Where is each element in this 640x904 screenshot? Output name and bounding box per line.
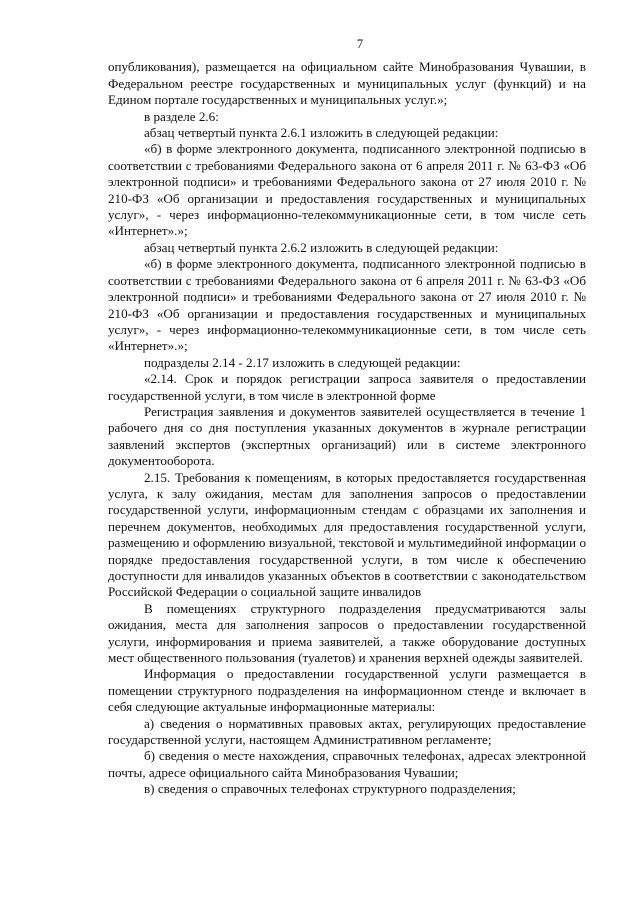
list-item-a: а) сведения о нормативных правовых актах, регулирующих предоставление государственной услуги, настоящем Административном регламенте; — [108, 715, 586, 748]
paragraph-premises: В помещениях структурного подразделения предусматриваются залы ожидания, места для заполнения запросов о предоставлении государственной услуги, информирования и приема заявителей, а также оборудование доступных мест общественного пользования (туалетов) и хранения верхней одежды заявителей. — [108, 600, 586, 666]
paragraph-2-15-title: 2.15. Требования к помещениям, в которых предоставляется государственная услуга, к залу ожидания, местам для заполнения запросов о предоставлении государственной услуги, информационным стендам с образцами их заполнения и перечнем документов, необходимых для предоставления государственной услуги, размещению и оформлению визуальной, текстовой и мультимедийной информации о порядке предоставления государственной услуги, в том числе к обеспечению доступности для инвалидов указанных объектов в соответствии с законодательством Российской Федерации о социальной защите инвалидов — [108, 469, 586, 600]
paragraph-info-stand: Информация о предоставлении государственной услуги размещается в помещении структурного подразделения на информационном стенде и включает в себя следующие актуальные информационные материалы: — [108, 666, 586, 715]
page-number: 7 — [356, 37, 364, 51]
paragraph-item-2-6-2-text: «б) в форме электронного документа, подписанного электронной подписью в соответствии с требованиями Федерального закона от 6 апреля 2011 г. № 63-ФЗ «Об электронной подписи» и требованиями Федерального закона от 27 июля 2010 г. № 210-ФЗ «Об организации и предоставления государственных и муниципальных услуг», - через информационно-телекоммуникационные сети, в том числе сеть «Интернет».»; — [108, 256, 586, 354]
paragraph-section-2-6: в разделе 2.6: — [144, 108, 219, 124]
list-item-v: в) сведения о справочных телефонах структурного подразделения; — [144, 781, 516, 797]
paragraph-item-2-6-1-text: «б) в форме электронного документа, подписанного электронной подписью в соответствии с требованиями Федерального закона от 6 апреля 2011 г. № 63-ФЗ «Об электронной подписи» и требованиями Федерального закона от 27 июля 2010 г. № 210-ФЗ «Об организации и предоставления государственных и муниципальных услуг», - через информационно-телекоммуникационные сети, в том числе сеть «Интернет».»; — [108, 141, 586, 239]
paragraph-2-14-title: «2.14. Срок и порядок регистрации запроса заявителя о предоставлении государственной услуги, в том числе в электронной форме — [108, 371, 586, 403]
paragraph-item-2-6-2-heading: абзац четвертый пункта 2.6.2 изложить в следующей редакции: — [144, 239, 499, 255]
paragraph-item-2-6-1-heading: абзац четвертый пункта 2.6.1 изложить в следующей редакции: — [144, 125, 499, 141]
paragraph-registration: Регистрация заявления и документов заявителей осуществляется в течение 1 рабочего дня со дня поступления указанных документов в журнале регистрации заявлений экспертов (экспертных организаций) или в системе электронного документооборота. — [108, 403, 586, 469]
paragraph-subsections-heading: подразделы 2.14 - 2.17 изложить в следующей редакции: — [144, 354, 461, 370]
list-item-b: б) сведения о месте нахождения, справочных телефонах, адресах электронной почты, адресе официального сайта Минобразования Чувашии; — [108, 748, 586, 780]
paragraph-continuation: опубликования), размещается на официальном сайте Минобразования Чувашии, в Федеральном реестре государственных и муниципальных услуг (функций) и на Едином портале государственных и муниципальных услуг.»; — [108, 59, 586, 108]
